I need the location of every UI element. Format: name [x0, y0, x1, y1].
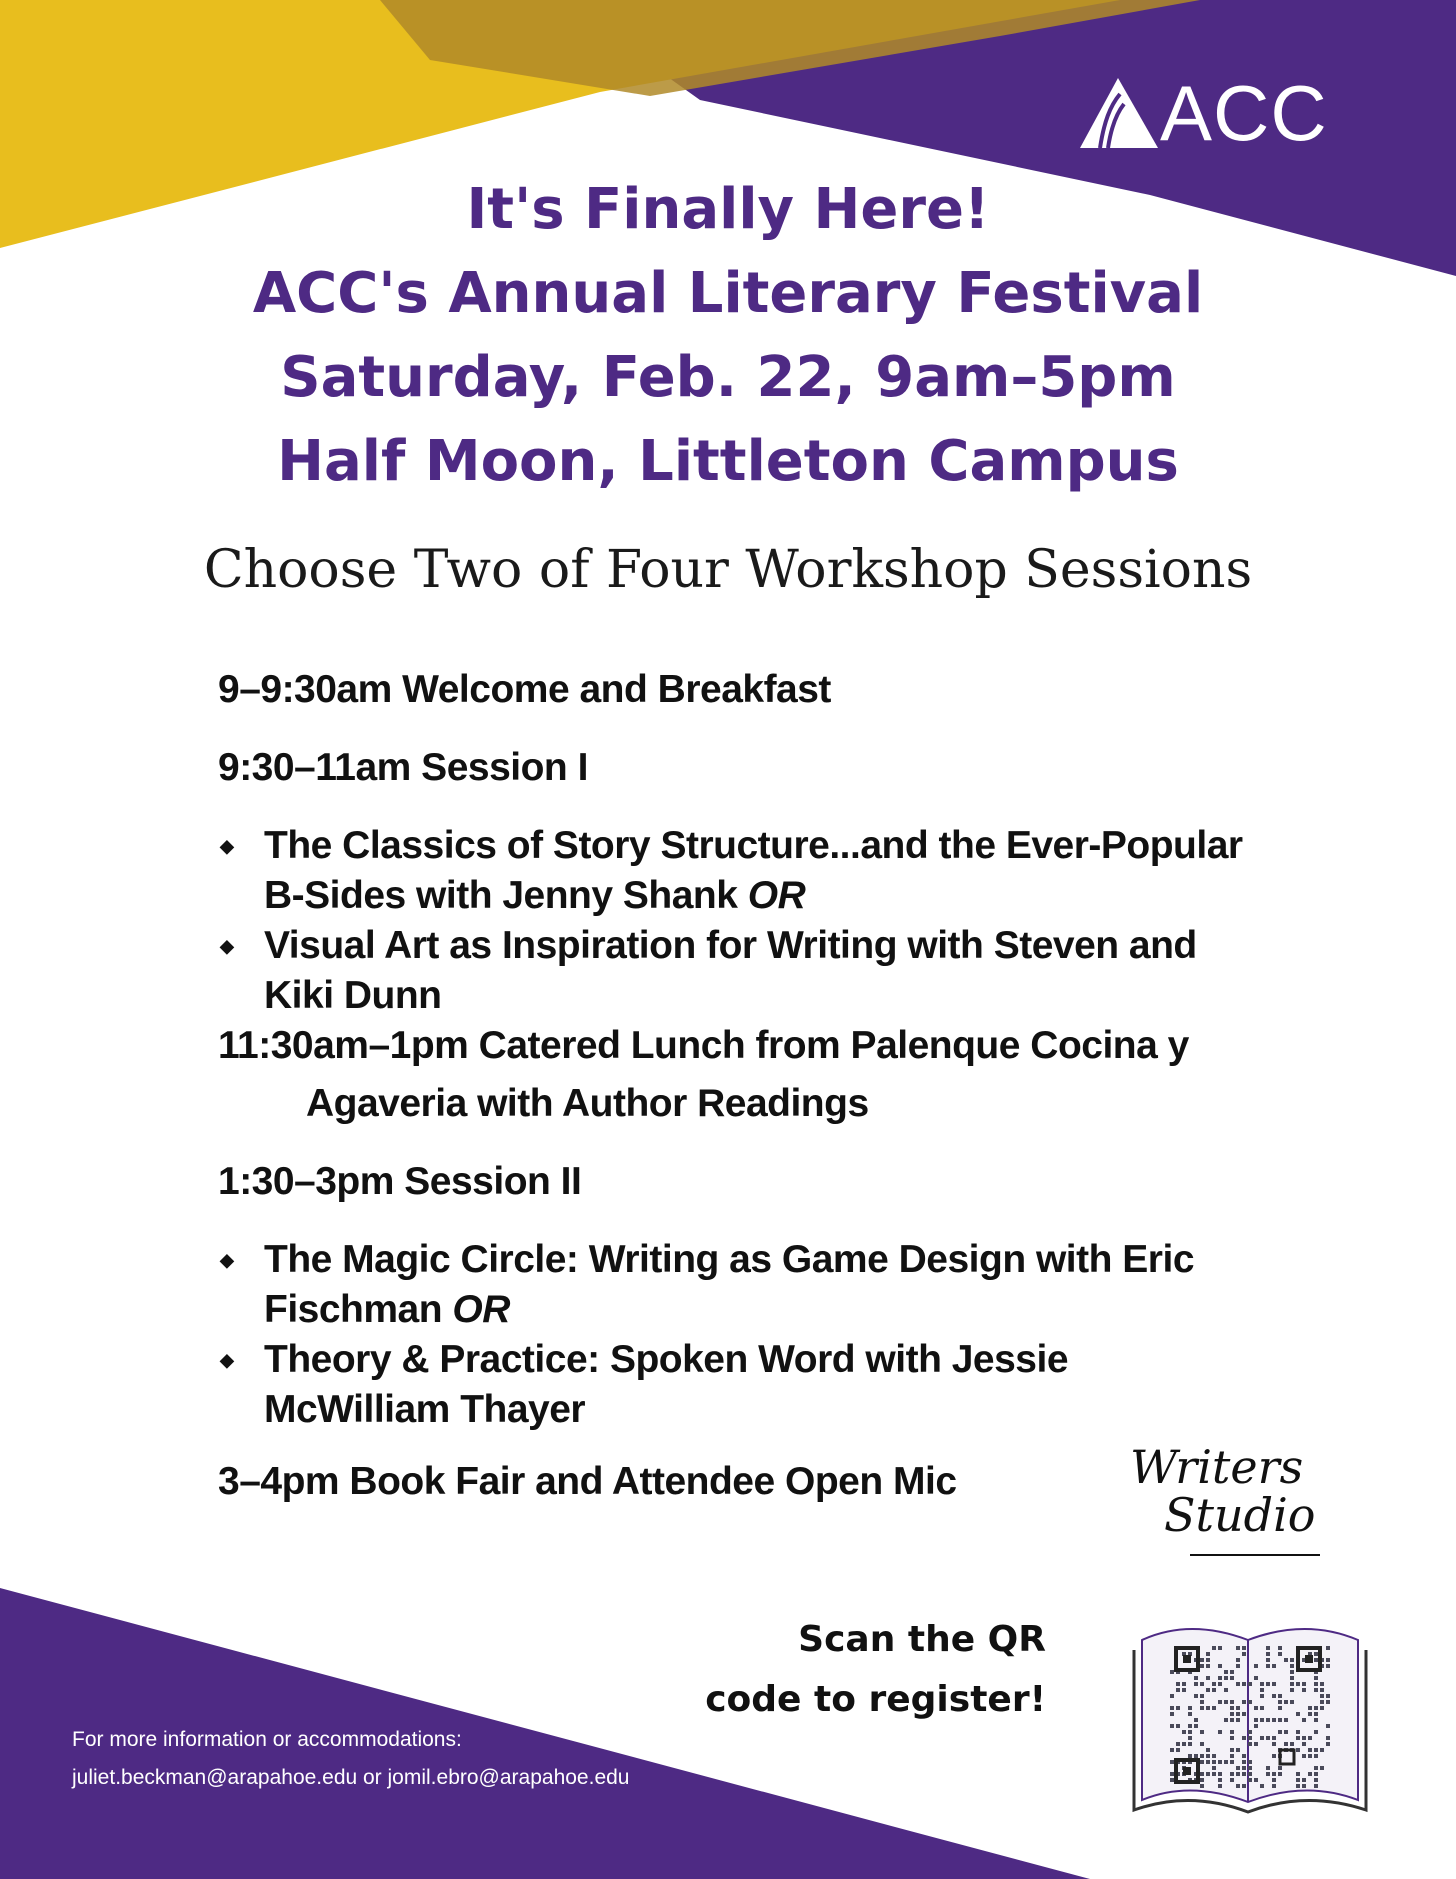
qr-caption [690, 1610, 1046, 1730]
qr-module [1170, 1760, 1174, 1764]
qr-module [1278, 1706, 1282, 1710]
acc-mountain-icon [1078, 76, 1160, 150]
qr-module [1224, 1670, 1228, 1674]
qr-module [1194, 1694, 1198, 1698]
session-2-option-2-line-2: McWilliam Thayer [264, 1388, 586, 1431]
qr-module [1278, 1652, 1282, 1656]
qr-module [1200, 1784, 1204, 1788]
qr-module [1326, 1694, 1330, 1698]
qr-module [1266, 1658, 1270, 1662]
qr-module [1254, 1664, 1258, 1668]
qr-module [1236, 1706, 1240, 1710]
qr-module [1260, 1718, 1264, 1722]
qr-module [1296, 1778, 1300, 1782]
qr-module [1260, 1706, 1264, 1710]
qr-module [1314, 1682, 1318, 1686]
qr-module [1272, 1664, 1276, 1668]
qr-module [1248, 1742, 1252, 1746]
qr-module [1308, 1712, 1312, 1716]
headline-line-1: It's Finally Here! [466, 177, 990, 242]
qr-module [1170, 1706, 1174, 1710]
logo-text: ACC [1160, 69, 1328, 157]
qr-module [1224, 1676, 1228, 1680]
qr-module [1200, 1730, 1204, 1734]
headline-line-4: Half Moon, Littleton Campus [277, 429, 1179, 494]
session-1-option-1 [218, 821, 1288, 921]
qr-module [1314, 1706, 1318, 1710]
qr-module [1218, 1682, 1222, 1686]
qr-module [1302, 1742, 1306, 1746]
qr-module [1290, 1688, 1294, 1692]
qr-module [1314, 1754, 1318, 1758]
qr-module [1230, 1718, 1234, 1722]
qr-module [1266, 1736, 1270, 1740]
qr-module [1224, 1700, 1228, 1704]
qr-module [1176, 1688, 1180, 1692]
qr-module [1302, 1688, 1306, 1692]
session-1-option-1-text: B-Sides with Jenny Shank [264, 874, 748, 917]
diamond-bullet-icon: ◆ [220, 1350, 234, 1370]
qr-module [1230, 1736, 1234, 1740]
session-1-option-2-line-2: Kiki Dunn [264, 974, 442, 1017]
headline-line-2: ACC's Annual Literary Festival [252, 261, 1204, 326]
qr-module [1290, 1676, 1294, 1680]
qr-module [1278, 1730, 1282, 1734]
qr-module [1206, 1706, 1210, 1710]
session-2-option-1-text: Fischman [264, 1288, 453, 1331]
session-2-option-1-line-1: The Magic Circle: Writing as Game Design with Eric [264, 1238, 1195, 1281]
qr-module [1242, 1784, 1246, 1788]
qr-module [1296, 1682, 1300, 1686]
qr-module [1308, 1754, 1312, 1758]
schedule [218, 665, 1288, 1507]
qr-module [1272, 1718, 1276, 1722]
qr-module [1302, 1778, 1306, 1782]
footer-line-1: For more information or accommodations: [72, 1728, 462, 1751]
qr-module [1188, 1712, 1192, 1716]
qr-module [1302, 1718, 1306, 1722]
qr-module [1290, 1658, 1294, 1662]
qr-module [1236, 1646, 1240, 1650]
qr-module [1200, 1742, 1204, 1746]
qr-module [1188, 1724, 1192, 1728]
qr-module [1290, 1742, 1294, 1746]
qr-module [1254, 1724, 1258, 1728]
qr-module [1206, 1772, 1210, 1776]
qr-module [1284, 1730, 1288, 1734]
qr-module [1326, 1658, 1330, 1662]
qr-module [1284, 1658, 1288, 1662]
qr-module [1314, 1772, 1318, 1776]
qr-module [1170, 1778, 1174, 1782]
qr-caption-line-2: code to register! [705, 1679, 1046, 1720]
qr-module [1266, 1682, 1270, 1686]
qr-module [1230, 1706, 1234, 1710]
qr-module [1182, 1682, 1186, 1686]
qr-module [1254, 1676, 1258, 1680]
qr-module [1224, 1760, 1228, 1764]
qr-module [1194, 1724, 1198, 1728]
qr-module [1314, 1688, 1318, 1692]
headline [0, 168, 1456, 504]
qr-module [1290, 1700, 1294, 1704]
qr-module [1218, 1784, 1222, 1788]
qr-module [1302, 1682, 1306, 1686]
footer-contact [72, 1721, 629, 1797]
qr-module [1266, 1766, 1270, 1770]
or-text: OR [747, 874, 806, 917]
qr-module [1200, 1694, 1204, 1698]
qr-module [1212, 1772, 1216, 1776]
qr-module [1272, 1754, 1276, 1758]
qr-module [1302, 1736, 1306, 1740]
qr-module [1206, 1688, 1210, 1692]
qr-module [1194, 1718, 1198, 1722]
qr-module [1188, 1736, 1192, 1740]
qr-module [1242, 1772, 1246, 1776]
qr-module [1326, 1646, 1330, 1650]
qr-module [1248, 1772, 1252, 1776]
qr-module [1314, 1748, 1318, 1752]
diamond-bullet-icon: ◆ [220, 836, 234, 856]
qr-module [1272, 1742, 1276, 1746]
qr-module [1236, 1712, 1240, 1716]
qr-module [1200, 1772, 1204, 1776]
qr-module [1212, 1688, 1216, 1692]
qr-module [1200, 1754, 1204, 1758]
qr-module [1200, 1760, 1204, 1764]
session-2-option-1-line-2 [264, 1285, 1288, 1335]
qr-module [1320, 1748, 1324, 1752]
qr-module [1314, 1730, 1318, 1734]
qr-module [1200, 1658, 1204, 1662]
qr-module [1272, 1772, 1276, 1776]
qr-module [1290, 1682, 1294, 1686]
qr-module [1254, 1718, 1258, 1722]
studio-underline-icon [1120, 1440, 1350, 1570]
qr-module [1176, 1682, 1180, 1686]
lunch-line-2: Agaveria with Author Readings [306, 1082, 869, 1125]
qr-module [1308, 1736, 1312, 1740]
qr-module [1296, 1748, 1300, 1752]
qr-module [1314, 1766, 1318, 1770]
qr-module [1236, 1748, 1240, 1752]
qr-module [1278, 1772, 1282, 1776]
qr-module [1230, 1700, 1234, 1704]
qr-module [1308, 1706, 1312, 1710]
qr-module [1266, 1718, 1270, 1722]
qr-module [1188, 1730, 1192, 1734]
qr-module [1308, 1772, 1312, 1776]
qr-module [1278, 1766, 1282, 1770]
qr-module [1260, 1682, 1264, 1686]
qr-module [1230, 1748, 1234, 1752]
qr-module [1260, 1694, 1264, 1698]
qr-module [1224, 1688, 1228, 1692]
qr-module [1236, 1718, 1240, 1722]
qr-module [1188, 1742, 1192, 1746]
qr-module [1170, 1670, 1174, 1674]
qr-module [1218, 1730, 1222, 1734]
session-1-option-1-line-2 [264, 871, 1288, 921]
qr-module [1230, 1676, 1234, 1680]
qr-module [1218, 1778, 1222, 1782]
qr-module [1314, 1676, 1318, 1680]
qr-module [1212, 1754, 1216, 1758]
qr-module [1290, 1664, 1294, 1668]
qr-module [1326, 1742, 1330, 1746]
qr-module [1212, 1706, 1216, 1710]
qr-module [1248, 1736, 1252, 1740]
qr-module [1290, 1670, 1294, 1674]
qr-module [1326, 1664, 1330, 1668]
qr-module [1200, 1778, 1204, 1782]
qr-module [1194, 1754, 1198, 1758]
qr-module [1218, 1700, 1222, 1704]
qr-module [1296, 1736, 1300, 1740]
qr-module [1260, 1688, 1264, 1692]
qr-module [1266, 1646, 1270, 1650]
qr-module [1314, 1658, 1318, 1662]
qr-module [1206, 1676, 1210, 1680]
qr-module [1212, 1760, 1216, 1764]
qr-module [1284, 1718, 1288, 1722]
book-fair-item: 3–4pm Book Fair and Attendee Open Mic [218, 1460, 957, 1503]
qr-module [1272, 1694, 1276, 1698]
or-text: OR [452, 1288, 510, 1331]
qr-module [1266, 1772, 1270, 1776]
session-2-option-2 [218, 1335, 1288, 1435]
qr-module [1188, 1754, 1192, 1758]
qr-module [1302, 1754, 1306, 1758]
qr-module [1242, 1652, 1246, 1656]
qr-module [1206, 1664, 1210, 1668]
qr-module [1212, 1682, 1216, 1686]
qr-module [1248, 1730, 1252, 1734]
qr-module [1206, 1652, 1210, 1656]
qr-module [1230, 1712, 1234, 1716]
qr-module [1182, 1688, 1186, 1692]
qr-module [1230, 1730, 1234, 1734]
qr-module [1170, 1712, 1174, 1716]
qr-module [1272, 1682, 1276, 1686]
qr-module [1320, 1688, 1324, 1692]
qr-module [1206, 1748, 1210, 1752]
qr-module [1242, 1760, 1246, 1764]
qr-module [1224, 1718, 1228, 1722]
qr-module [1230, 1778, 1234, 1782]
qr-module [1200, 1682, 1204, 1686]
qr-module [1242, 1766, 1246, 1770]
qr-module [1194, 1676, 1198, 1680]
session-1-option-1-line-1: The Classics of Story Structure...and the Ever-Popular [264, 824, 1243, 867]
qr-module [1230, 1670, 1234, 1674]
qr-module [1206, 1658, 1210, 1662]
qr-module [1260, 1736, 1264, 1740]
qr-module [1236, 1664, 1240, 1668]
qr-module [1236, 1658, 1240, 1662]
qr-module [1278, 1646, 1282, 1650]
diamond-bullet-icon: ◆ [220, 1250, 234, 1270]
qr-module [1326, 1700, 1330, 1704]
qr-module [1314, 1778, 1318, 1782]
qr-module [1176, 1724, 1180, 1728]
qr-module [1254, 1706, 1258, 1710]
qr-module [1236, 1682, 1240, 1686]
qr-module [1326, 1724, 1330, 1728]
studio-line-2: Studio [1164, 1488, 1316, 1542]
qr-module [1242, 1754, 1246, 1758]
qr-module [1182, 1742, 1186, 1746]
qr-module [1272, 1736, 1276, 1740]
lunch-line-1: 11:30am–1pm Catered Lunch from Palenque Cocina y [218, 1024, 1189, 1067]
qr-module [1170, 1748, 1174, 1752]
qr-module [1206, 1760, 1210, 1764]
qr-module [1320, 1694, 1324, 1698]
qr-module [1242, 1700, 1246, 1704]
qr-module [1212, 1646, 1216, 1650]
qr-module [1272, 1784, 1276, 1788]
qr-module [1260, 1784, 1264, 1788]
qr-module [1272, 1778, 1276, 1782]
qr-module [1320, 1700, 1324, 1704]
qr-module [1248, 1682, 1252, 1686]
qr-module [1308, 1748, 1312, 1752]
session-1-option-2-line-1: Visual Art as Inspiration for Writing with Steven and [264, 924, 1197, 967]
qr-module [1236, 1784, 1240, 1788]
qr-module [1218, 1646, 1222, 1650]
qr-module [1248, 1778, 1252, 1782]
qr-module [1176, 1742, 1180, 1746]
qr-module [1200, 1700, 1204, 1704]
qr-module [1284, 1700, 1288, 1704]
subheading: Choose Two of Four Workshop Sessions [203, 540, 1253, 600]
qr-code-book-icon[interactable] [1130, 1610, 1370, 1815]
session-1-option-2 [218, 921, 1288, 1021]
qr-module [1320, 1766, 1324, 1770]
session-1-title: 9:30–11am Session I [218, 746, 588, 789]
session-2-option-2-line-1: Theory & Practice: Spoken Word with Jessie [264, 1338, 1069, 1381]
qr-module [1296, 1784, 1300, 1788]
qr-module [1218, 1676, 1222, 1680]
qr-module [1236, 1772, 1240, 1776]
qr-module [1242, 1712, 1246, 1716]
qr-module [1302, 1784, 1306, 1788]
qr-module [1188, 1706, 1192, 1710]
welcome-item: 9–9:30am Welcome and Breakfast [218, 668, 831, 711]
qr-module [1314, 1784, 1318, 1788]
qr-module [1206, 1754, 1210, 1758]
footer-emails[interactable]: juliet.beckman@arapahoe.edu or jomil.ebro@arapahoe.edu [72, 1766, 630, 1789]
qr-module [1248, 1760, 1252, 1764]
session-2-title: 1:30–3pm Session II [218, 1160, 582, 1203]
qr-module [1212, 1766, 1216, 1770]
qr-module [1218, 1664, 1222, 1668]
qr-module [1296, 1730, 1300, 1734]
qr-module [1326, 1736, 1330, 1740]
qr-caption-line-1: Scan the QR [798, 1619, 1046, 1660]
session-2-option-1 [218, 1235, 1288, 1335]
qr-module [1170, 1772, 1174, 1776]
qr-module [1278, 1718, 1282, 1722]
qr-module [1314, 1718, 1318, 1722]
qr-module [1176, 1748, 1180, 1752]
qr-module [1218, 1760, 1222, 1764]
qr-module [1320, 1706, 1324, 1710]
qr-module [1266, 1652, 1270, 1656]
qr-module [1176, 1706, 1180, 1710]
diamond-bullet-icon: ◆ [220, 936, 234, 956]
qr-module [1254, 1778, 1258, 1782]
qr-module [1296, 1772, 1300, 1776]
qr-module [1170, 1724, 1174, 1728]
qr-module [1320, 1682, 1324, 1686]
qr-module [1230, 1754, 1234, 1758]
qr-module [1182, 1730, 1186, 1734]
studio-line-1: Writers [1130, 1440, 1304, 1494]
qr-module [1242, 1646, 1246, 1650]
qr-module [1296, 1712, 1300, 1716]
qr-module [1314, 1652, 1318, 1656]
qr-module [1254, 1742, 1258, 1746]
qr-module [1200, 1664, 1204, 1668]
qr-module [1278, 1700, 1282, 1704]
qr-module [1248, 1700, 1252, 1704]
qr-module [1266, 1664, 1270, 1668]
qr-module [1170, 1694, 1174, 1698]
qr-module [1314, 1712, 1318, 1716]
qr-module [1284, 1742, 1288, 1746]
qr-module [1242, 1736, 1246, 1740]
qr-module [1230, 1760, 1234, 1764]
acc-logo [1078, 69, 1328, 157]
qr-module [1278, 1694, 1282, 1698]
qr-module [1248, 1766, 1252, 1770]
writers-studio-logo [1120, 1440, 1350, 1570]
qr-module [1200, 1706, 1204, 1710]
qr-module [1236, 1766, 1240, 1770]
headline-line-3: Saturday, Feb. 22, 9am–5pm [280, 345, 1176, 410]
qr-module [1218, 1772, 1222, 1776]
qr-module [1194, 1682, 1198, 1686]
qr-module [1242, 1682, 1246, 1686]
qr-module [1230, 1772, 1234, 1776]
